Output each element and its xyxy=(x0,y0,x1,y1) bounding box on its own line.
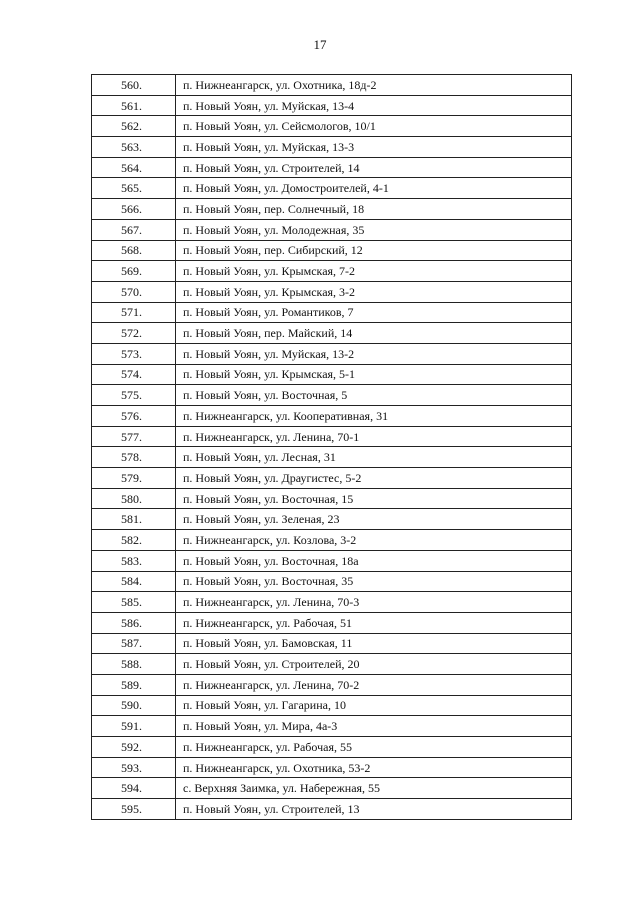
row-number: 569. xyxy=(92,261,176,282)
row-number: 578. xyxy=(92,447,176,468)
row-address: п. Новый Уоян, ул. Восточная, 15 xyxy=(176,488,572,509)
table-row xyxy=(92,75,572,96)
row-number: 568. xyxy=(92,240,176,261)
row-number: 560. xyxy=(92,75,176,96)
row-number: 592. xyxy=(92,737,176,758)
row-address: п. Нижнеангарск, ул. Охотника, 18д-2 xyxy=(176,75,572,96)
row-address: п. Новый Уоян, ул. Восточная, 5 xyxy=(176,385,572,406)
row-address: п. Нижнеангарск, ул. Ленина, 70-2 xyxy=(176,674,572,695)
row-number: 589. xyxy=(92,674,176,695)
table-row xyxy=(92,737,572,758)
row-number: 561. xyxy=(92,95,176,116)
row-number: 579. xyxy=(92,468,176,489)
row-address: п. Нижнеангарск, ул. Охотника, 53-2 xyxy=(176,757,572,778)
table-row xyxy=(92,137,572,158)
table-row xyxy=(92,778,572,799)
table-row xyxy=(92,447,572,468)
table-row xyxy=(92,757,572,778)
row-number: 588. xyxy=(92,654,176,675)
table-row xyxy=(92,468,572,489)
table-row xyxy=(92,261,572,282)
row-number: 577. xyxy=(92,426,176,447)
table-row xyxy=(92,95,572,116)
row-address: п. Новый Уоян, ул. Строителей, 20 xyxy=(176,654,572,675)
row-address: п. Новый Уоян, ул. Гагарина, 10 xyxy=(176,695,572,716)
row-address: п. Новый Уоян, ул. Мира, 4а-3 xyxy=(176,716,572,737)
row-number: 581. xyxy=(92,509,176,530)
table-row xyxy=(92,633,572,654)
table-row xyxy=(92,219,572,240)
address-table xyxy=(91,74,572,820)
row-address: п. Новый Уоян, ул. Строителей, 14 xyxy=(176,157,572,178)
table-row xyxy=(92,571,572,592)
table-row xyxy=(92,240,572,261)
table-row xyxy=(92,716,572,737)
row-address: п. Новый Уоян, ул. Восточная, 18а xyxy=(176,550,572,571)
row-address: п. Новый Уоян, ул. Драугистес, 5-2 xyxy=(176,468,572,489)
row-number: 582. xyxy=(92,530,176,551)
row-address: п. Новый Уоян, пер. Сибирский, 12 xyxy=(176,240,572,261)
row-address: п. Новый Уоян, ул. Романтиков, 7 xyxy=(176,302,572,323)
table-row xyxy=(92,695,572,716)
table-row xyxy=(92,157,572,178)
row-address: п. Нижнеангарск, ул. Кооперативная, 31 xyxy=(176,406,572,427)
row-number: 595. xyxy=(92,799,176,820)
table-row xyxy=(92,592,572,613)
row-number: 570. xyxy=(92,281,176,302)
row-address: п. Новый Уоян, ул. Сейсмологов, 10/1 xyxy=(176,116,572,137)
table-row xyxy=(92,343,572,364)
row-number: 587. xyxy=(92,633,176,654)
row-number: 565. xyxy=(92,178,176,199)
table-row xyxy=(92,426,572,447)
row-address: п. Новый Уоян, ул. Восточная, 35 xyxy=(176,571,572,592)
row-address: п. Новый Уоян, ул. Лесная, 31 xyxy=(176,447,572,468)
address-table-body xyxy=(92,75,572,820)
table-row xyxy=(92,530,572,551)
page-number: 17 xyxy=(313,37,327,52)
row-address: п. Новый Уоян, ул. Зеленая, 23 xyxy=(176,509,572,530)
row-number: 586. xyxy=(92,612,176,633)
table-row xyxy=(92,281,572,302)
row-number: 576. xyxy=(92,406,176,427)
row-address: п. Новый Уоян, ул. Строителей, 13 xyxy=(176,799,572,820)
row-number: 571. xyxy=(92,302,176,323)
row-address: п. Нижнеангарск, ул. Козлова, 3-2 xyxy=(176,530,572,551)
row-address: п. Новый Уоян, ул. Крымская, 5-1 xyxy=(176,364,572,385)
table-row xyxy=(92,654,572,675)
table-row xyxy=(92,550,572,571)
row-number: 583. xyxy=(92,550,176,571)
row-address: п. Нижнеангарск, ул. Ленина, 70-3 xyxy=(176,592,572,613)
row-number: 574. xyxy=(92,364,176,385)
row-address: п. Новый Уоян, ул. Домостроителей, 4-1 xyxy=(176,178,572,199)
table-row xyxy=(92,199,572,220)
table-row xyxy=(92,406,572,427)
row-number: 594. xyxy=(92,778,176,799)
table-row xyxy=(92,323,572,344)
row-number: 562. xyxy=(92,116,176,137)
row-address: п. Нижнеангарск, ул. Рабочая, 51 xyxy=(176,612,572,633)
row-address: с. Верхняя Заимка, ул. Набережная, 55 xyxy=(176,778,572,799)
table-row xyxy=(92,116,572,137)
row-number: 585. xyxy=(92,592,176,613)
row-number: 572. xyxy=(92,323,176,344)
row-number: 575. xyxy=(92,385,176,406)
table-row xyxy=(92,385,572,406)
table-row xyxy=(92,674,572,695)
row-number: 580. xyxy=(92,488,176,509)
row-address: п. Новый Уоян, ул. Муйская, 13-2 xyxy=(176,343,572,364)
row-number: 573. xyxy=(92,343,176,364)
row-number: 584. xyxy=(92,571,176,592)
table-row xyxy=(92,612,572,633)
row-number: 567. xyxy=(92,219,176,240)
row-address: п. Новый Уоян, ул. Бамовская, 11 xyxy=(176,633,572,654)
row-number: 563. xyxy=(92,137,176,158)
table-row xyxy=(92,364,572,385)
row-number: 591. xyxy=(92,716,176,737)
row-address: п. Новый Уоян, ул. Муйская, 13-3 xyxy=(176,137,572,158)
row-address: п. Новый Уоян, ул. Крымская, 3-2 xyxy=(176,281,572,302)
row-address: п. Новый Уоян, пер. Майский, 14 xyxy=(176,323,572,344)
table-row xyxy=(92,488,572,509)
row-number: 566. xyxy=(92,199,176,220)
row-address: п. Новый Уоян, ул. Крымская, 7-2 xyxy=(176,261,572,282)
table-row xyxy=(92,799,572,820)
row-address: п. Новый Уоян, ул. Муйская, 13-4 xyxy=(176,95,572,116)
row-address: п. Нижнеангарск, ул. Ленина, 70-1 xyxy=(176,426,572,447)
row-number: 590. xyxy=(92,695,176,716)
row-address: п. Новый Уоян, ул. Молодежная, 35 xyxy=(176,219,572,240)
row-address: п. Нижнеангарск, ул. Рабочая, 55 xyxy=(176,737,572,758)
table-row xyxy=(92,302,572,323)
row-number: 564. xyxy=(92,157,176,178)
row-number: 593. xyxy=(92,757,176,778)
table-row xyxy=(92,178,572,199)
table-row xyxy=(92,509,572,530)
row-address: п. Новый Уоян, пер. Солнечный, 18 xyxy=(176,199,572,220)
